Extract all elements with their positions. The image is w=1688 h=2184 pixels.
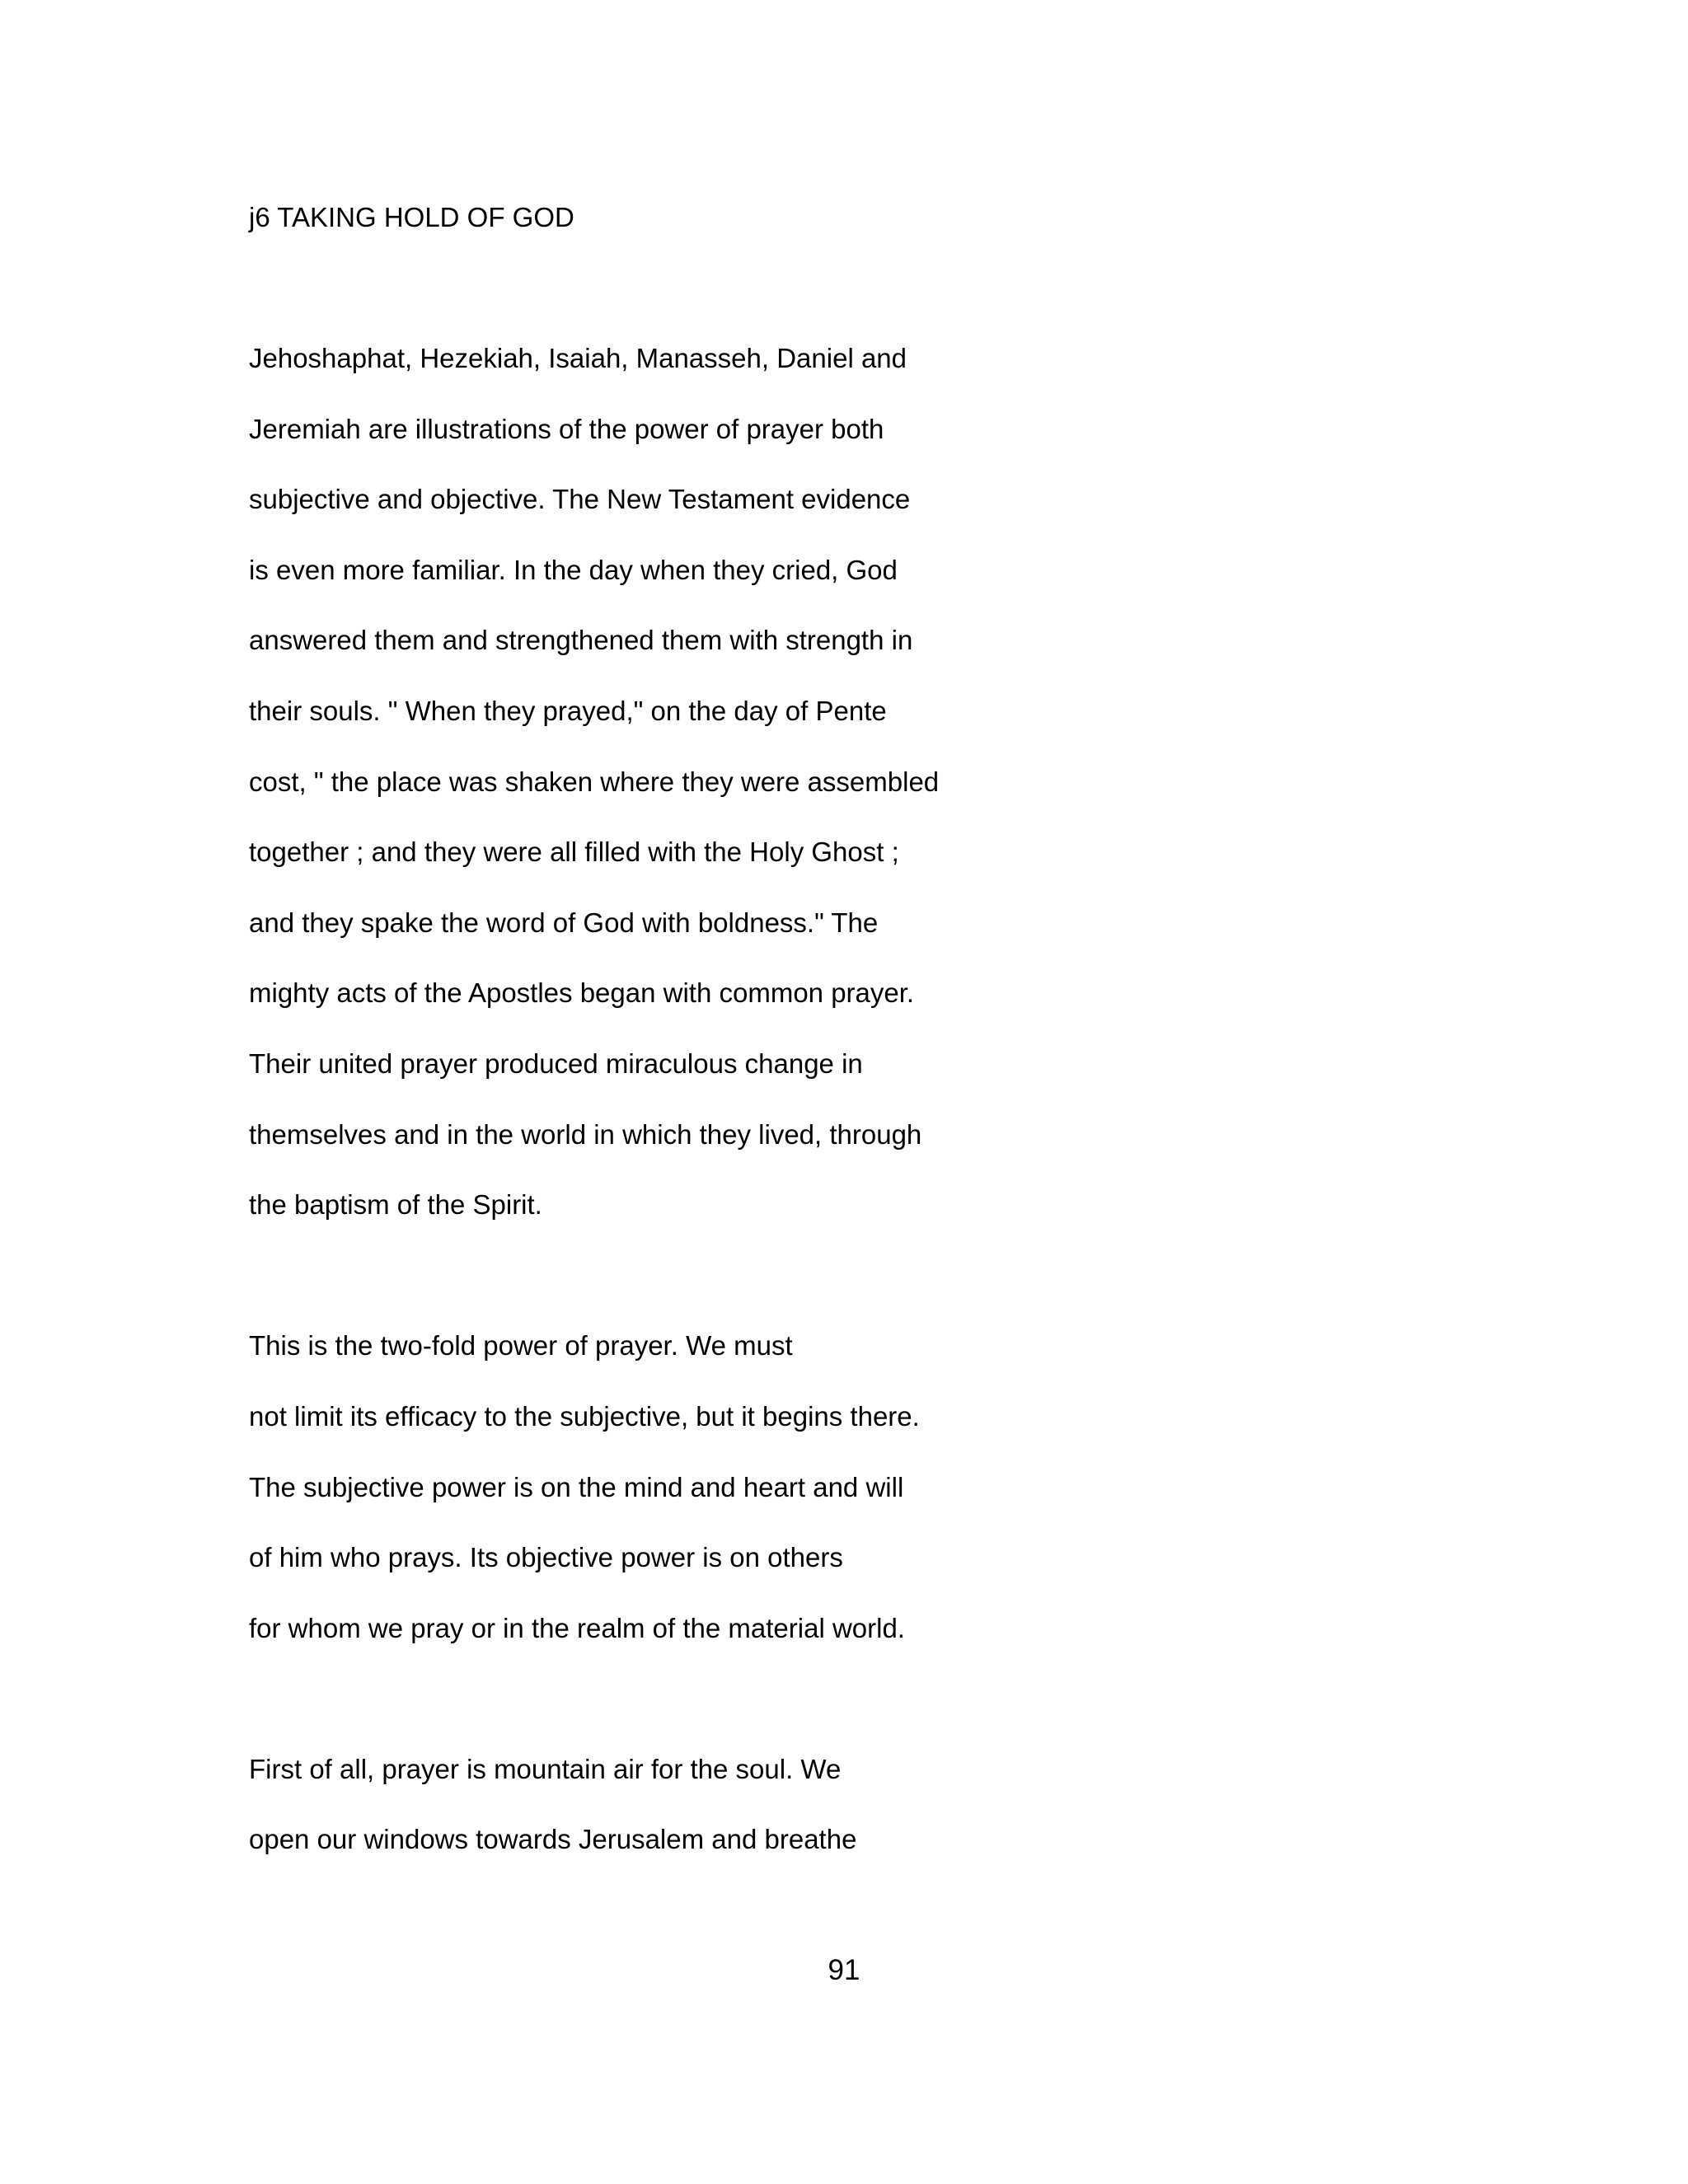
body-text xyxy=(249,340,1073,1891)
text-line: together ; and they were all filled with the Holy Ghost ; xyxy=(249,837,899,868)
text-line: mighty acts of the Apostles began with common prayer. xyxy=(249,977,915,1009)
text-line: Their united prayer produced miraculous change in xyxy=(249,1047,863,1079)
text-line: of him who prays. Its objective power is on others xyxy=(249,1542,843,1573)
text-line: themselves and in the world in which they lived, through xyxy=(249,1118,922,1150)
text-line: The subjective power is on the mind and heart and will xyxy=(249,1471,904,1502)
text-line: is even more familiar. In the day when they cried, God xyxy=(249,554,898,585)
text-line: the baptism of the Spirit. xyxy=(249,1189,542,1221)
text-line: Jehoshaphat, Hezekiah, Isaiah, Manasseh, Daniel and xyxy=(249,343,907,373)
text-line: and they spake the word of God with boldness." The xyxy=(249,907,879,938)
text-line: Jeremiah are illustrations of the power of prayer both xyxy=(249,413,884,444)
text-line: subjective and objective. The New Testament evidence xyxy=(249,484,911,515)
text-line: cost, " the place was shaken where they were assembled xyxy=(249,766,940,797)
paragraph-1 xyxy=(249,340,1073,1257)
paragraph-2 xyxy=(249,1327,1073,1680)
text-line: answered them and strengthened them with strength in xyxy=(249,625,913,656)
text-line: for whom we pray or in the realm of the material world. xyxy=(249,1612,905,1643)
paragraph-3 xyxy=(249,1750,1073,1891)
running-head: j6 TAKING HOLD OF GOD xyxy=(249,202,574,232)
text-line: their souls. " When they prayed," on the day of Pente xyxy=(249,695,887,726)
paragraph-spacer xyxy=(249,1680,1073,1750)
text-line: not limit its efficacy to the subjective, but it begins there. xyxy=(249,1400,920,1432)
page-number: 91 xyxy=(828,1954,860,1986)
paragraph-spacer xyxy=(249,1257,1073,1328)
text-line: First of all, prayer is mountain air for the soul. We xyxy=(249,1753,842,1784)
text-line: open our windows towards Jerusalem and breathe xyxy=(249,1824,857,1855)
text-line: This is the two-fold power of prayer. We must xyxy=(249,1330,793,1361)
